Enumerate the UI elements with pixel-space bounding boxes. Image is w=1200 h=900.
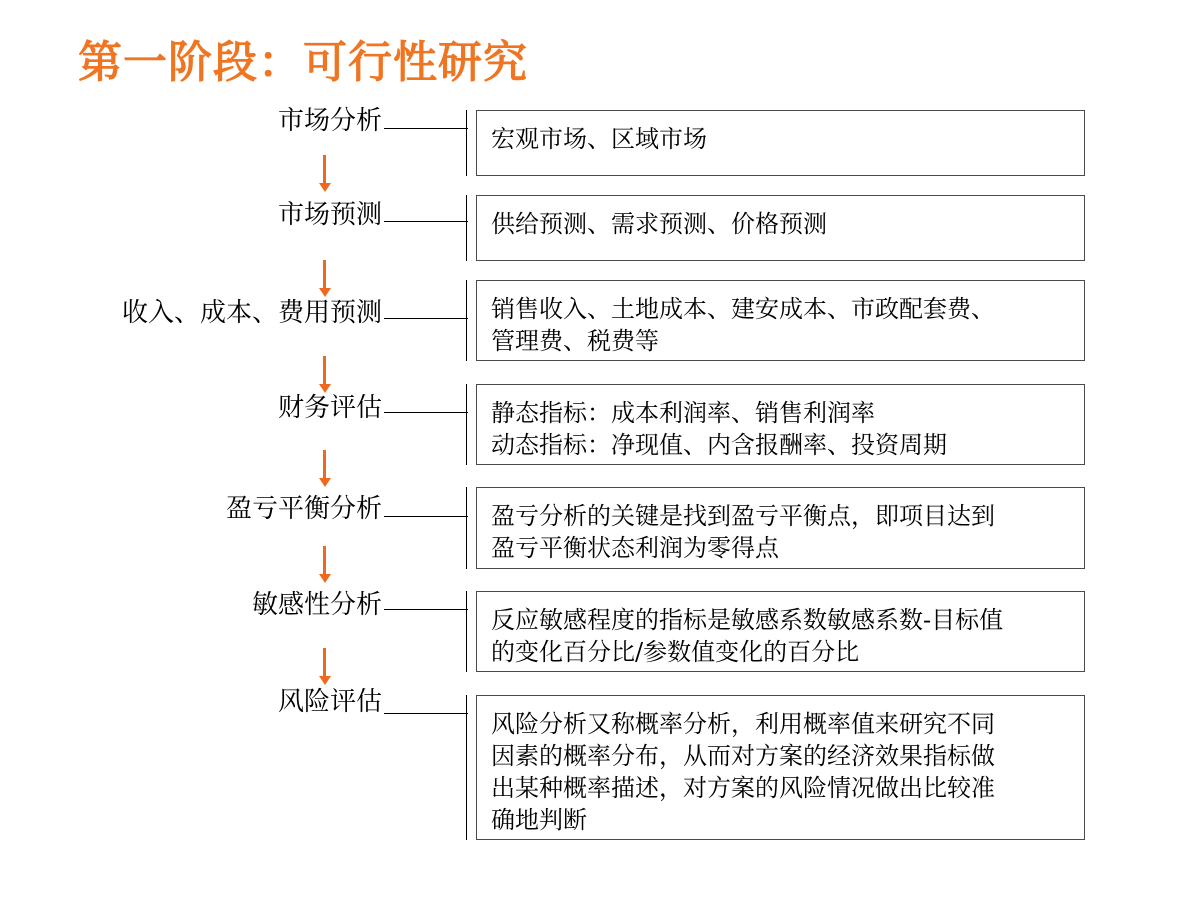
connector-line — [384, 221, 468, 222]
description-line: 宏观市场、区域市场 — [491, 125, 707, 153]
connector-line — [384, 318, 468, 319]
description-line: 静态指标：成本利润率、销售利润率 — [491, 399, 875, 427]
connector-line — [384, 128, 468, 129]
description-line: 反应敏感程度的指标是敏感系数敏感系数-目标值 — [491, 606, 1004, 634]
bracket-line — [466, 591, 467, 672]
stage-description-box — [476, 591, 1085, 672]
bracket-line — [466, 110, 467, 176]
stage-label: 市场分析 — [277, 106, 382, 136]
stage-description-box — [476, 695, 1085, 840]
stage-description-box — [476, 280, 1085, 361]
description-line: 管理费、税费等 — [491, 327, 659, 355]
page-title: 第一阶段：可行性研究 — [78, 37, 528, 88]
down-arrow-icon — [320, 648, 330, 686]
down-arrow-icon — [320, 356, 330, 394]
description-line: 风险分析又称概率分析，利用概率值来研究不同 — [491, 710, 995, 738]
stage-label: 盈亏平衡分析 — [225, 494, 382, 524]
stage-label: 市场预测 — [277, 200, 382, 230]
connector-line — [384, 516, 468, 517]
connector-line — [384, 609, 468, 610]
description-line: 盈亏分析的关键是找到盈亏平衡点，即项目达到 — [491, 502, 995, 530]
down-arrow-icon — [320, 450, 330, 488]
bracket-line — [466, 695, 467, 840]
description-line: 动态指标：净现值、内含报酬率、投资周期 — [491, 431, 947, 459]
stage-description-box — [476, 384, 1085, 465]
stage-label: 财务评估 — [277, 393, 382, 423]
stage-label: 敏感性分析 — [251, 590, 382, 620]
connector-line — [384, 412, 468, 413]
down-arrow-icon — [320, 260, 330, 298]
stage-label: 风险评估 — [277, 687, 382, 717]
description-line: 出某种概率描述，对方案的风险情况做出比较准 — [491, 774, 995, 802]
stage-description-box — [476, 195, 1085, 261]
down-arrow-icon — [320, 546, 330, 584]
description-line: 盈亏平衡状态利润为零得点 — [491, 534, 779, 562]
bracket-line — [466, 280, 467, 361]
connector-line — [384, 713, 468, 714]
description-line: 供给预测、需求预测、价格预测 — [491, 210, 827, 238]
description-line: 销售收入、土地成本、建安成本、市政配套费、 — [491, 295, 995, 323]
description-line: 因素的概率分布，从而对方案的经济效果指标做 — [491, 742, 995, 770]
stage-label: 收入、成本、费用预测 — [121, 298, 382, 328]
description-line: 确地判断 — [491, 806, 587, 834]
down-arrow-icon — [320, 155, 330, 193]
description-line: 的变化百分比/参数值变化的百分比 — [491, 638, 860, 666]
stage-description-box — [476, 487, 1085, 569]
bracket-line — [466, 195, 467, 261]
bracket-line — [466, 487, 467, 569]
stage-description-box — [476, 110, 1085, 176]
bracket-line — [466, 384, 467, 465]
